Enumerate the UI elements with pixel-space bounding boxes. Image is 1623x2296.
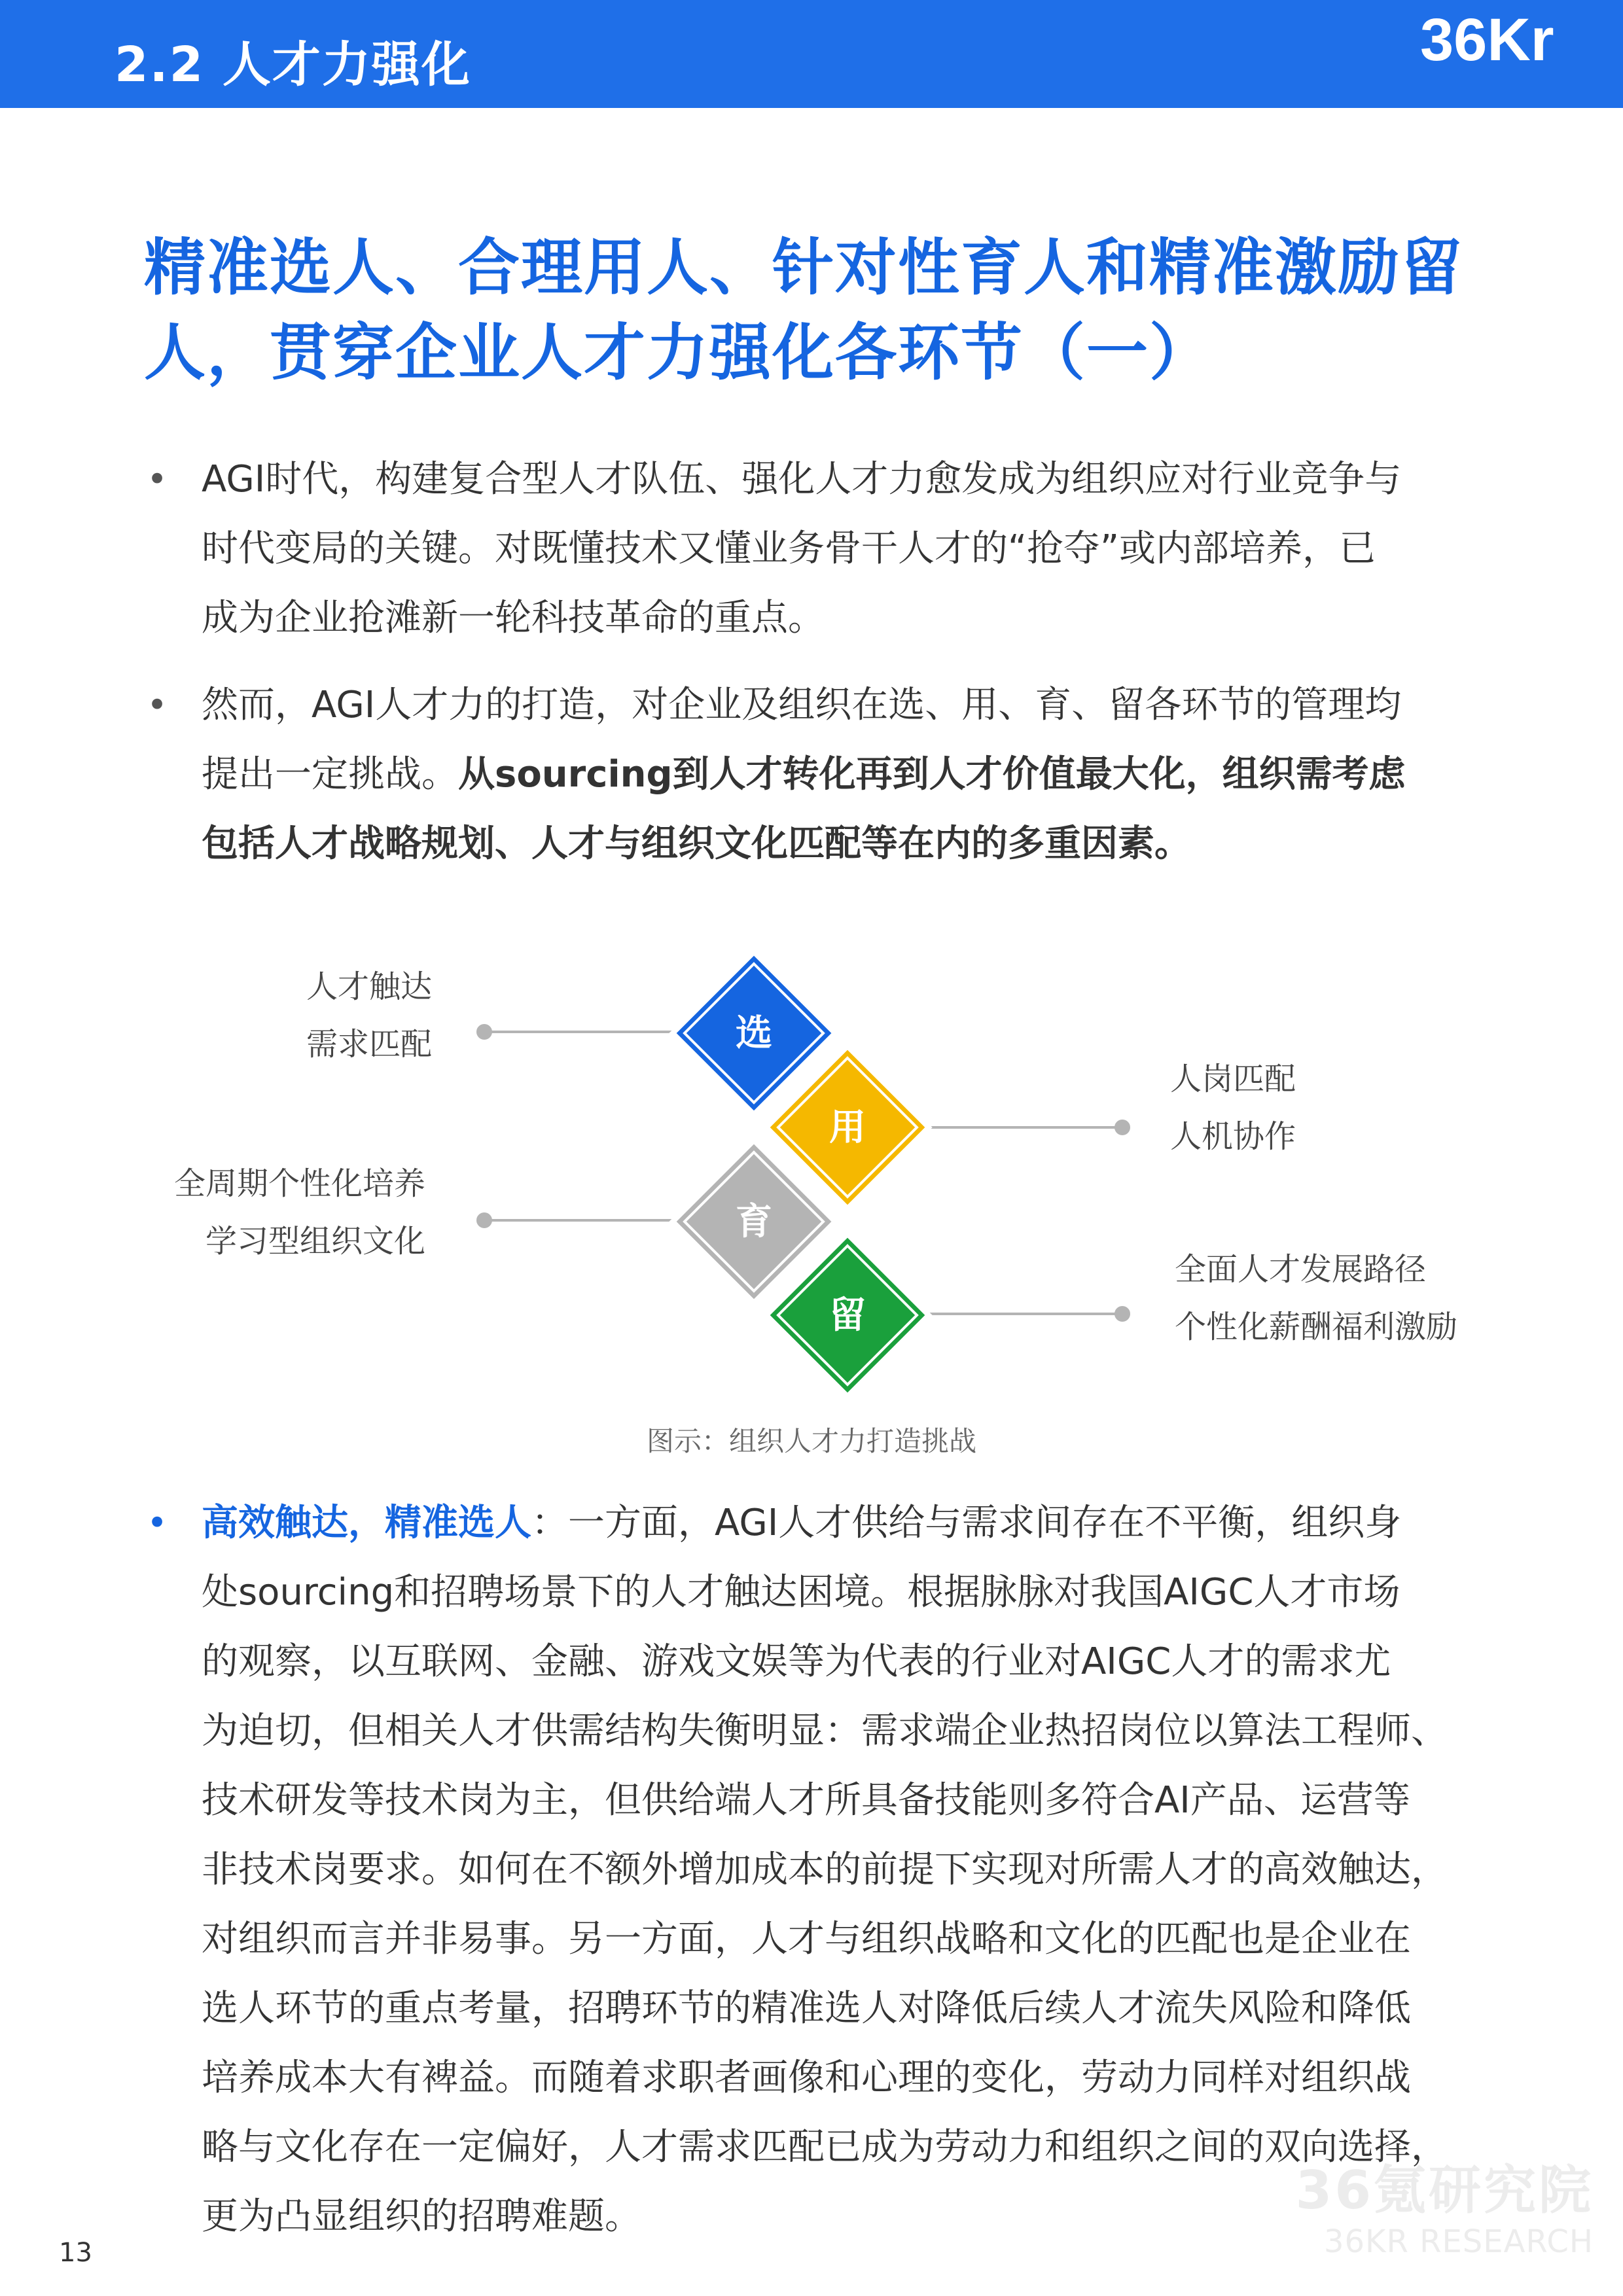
text-line: 处sourcing和招聘场景下的人才触达困境。根据脉脉对我国AIGC人才市场	[202, 1571, 1400, 1614]
text-line: 然而，AGI人才力的打造，对企业及组织在选、用、育、留各环节的管理均	[202, 684, 1402, 726]
page-number: 13	[59, 2238, 92, 2268]
text-line	[202, 1489, 1510, 1558]
section-title: 2.2 人才力强化	[115, 37, 471, 93]
connector-dot-yu	[478, 1214, 491, 1227]
text-line: 选人环节的重点考量，招聘环节的精准选人对降低后续人才流失风险和降低	[202, 1987, 1411, 2030]
text-line: 成为企业抢滩新一轮科技革命的重点。	[202, 597, 825, 639]
bullet-text	[202, 671, 1510, 879]
text-line: 为迫切，但相关人才供需结构失衡明显：需求端企业热招岗位以算法工程师、	[202, 1710, 1448, 1752]
text-span: 提出一定挑战。	[202, 753, 458, 796]
diagram-label: 人才触达	[306, 968, 432, 1005]
diagram-label: 需求匹配	[306, 1026, 432, 1063]
bullet-dot: •	[147, 1502, 168, 1544]
watermark	[1293, 2159, 1594, 2261]
diagram-label: 人岗匹配	[1170, 1061, 1296, 1097]
text-line: 培养成本大有裨益。而随着求职者画像和心理的变化，劳动力同样对组织战	[202, 2057, 1411, 2099]
diamond-label-xuan: 选	[736, 1012, 772, 1055]
diagram-label: 人机协作	[1170, 1118, 1296, 1155]
connector-dot-xuan	[478, 1025, 491, 1038]
header-bar	[0, 0, 1623, 108]
bold-text: 包括人才战略规划、人才与组织文化匹配等在内的多重因素。	[202, 822, 1191, 865]
label-group-yong	[1170, 1050, 1296, 1165]
bullet-text	[202, 445, 1510, 653]
text-line: 更为凸显组织的招聘难题。	[202, 2195, 641, 2238]
page-heading-line-1: 精准选人、合理用人、针对性育人和精准激励留	[144, 232, 1464, 304]
diagram-label: 个性化薪酬福利激励	[1175, 1309, 1458, 1345]
highlight-text: 高效触达，精准选人	[202, 1502, 531, 1544]
diagram-label: 全周期个性化培养	[173, 1165, 425, 1202]
diamond-label-yu: 育	[736, 1201, 772, 1243]
brand-logo-text: 36Kr	[1420, 7, 1554, 73]
text-line: 对组织而言并非易事。另一方面，人才与组织战略和文化的匹配也是企业在	[202, 1918, 1411, 1960]
diamond-label-yong: 用	[829, 1106, 866, 1149]
text-span: ：一方面，AGI人才供给与需求间存在不平衡，组织身	[531, 1502, 1402, 1544]
diagram-label: 全面人才发展路径	[1175, 1251, 1427, 1288]
page-heading	[144, 226, 1558, 396]
diagram-label: 学习型组织文化	[205, 1223, 425, 1260]
connector-dot-yong	[1116, 1121, 1129, 1134]
diamond-label-liu: 留	[829, 1294, 866, 1337]
selection-diagram	[0, 916, 1623, 1492]
page-heading-line-2: 人，贯穿企业人才力强化各环节（一）	[144, 317, 1213, 389]
text-line: 略与文化存在一定偏好，人才需求匹配已成为劳动力和组织之间的双向选择，	[202, 2126, 1448, 2168]
watermark-en: 36KR RESEARCH	[1323, 2223, 1594, 2260]
brand-logo	[1414, 0, 1623, 108]
bullet-dot: •	[147, 459, 168, 500]
watermark-cn: 36氪研究院	[1295, 2160, 1594, 2221]
text-line: 非技术岗要求。如何在不额外增加成本的前提下实现对所需人才的高效触达，	[202, 1848, 1448, 1891]
text-line: AGI时代，构建复合型人才队伍、强化人才力愈发成为组织应对行业竞争与	[202, 458, 1402, 501]
label-group-yu	[118, 1155, 425, 1270]
bold-text: 从sourcing到人才转化再到人才价值最大化，组织需考虑	[458, 753, 1406, 796]
figure-caption: 图示：组织人才力打造挑战	[646, 1425, 976, 1457]
label-group-xuan	[223, 958, 432, 1073]
text-line: 时代变局的关键。对既懂技术又懂业务骨干人才的“抢夺”或内部培养，已	[202, 527, 1376, 570]
text-line: 的观察，以互联网、金融、游戏文娱等为代表的行业对AIGC人才的需求尤	[202, 1640, 1391, 1683]
label-group-liu	[1175, 1241, 1457, 1356]
bullet-dot: •	[147, 684, 168, 726]
text-line	[202, 809, 1510, 879]
text-line: 技术研发等技术岗为主，但供给端人才所具备技能则多符合AI产品、运营等	[202, 1779, 1410, 1822]
bullet-text	[202, 1489, 1510, 2252]
connector-dot-liu	[1116, 1307, 1129, 1320]
text-line	[202, 740, 1510, 809]
